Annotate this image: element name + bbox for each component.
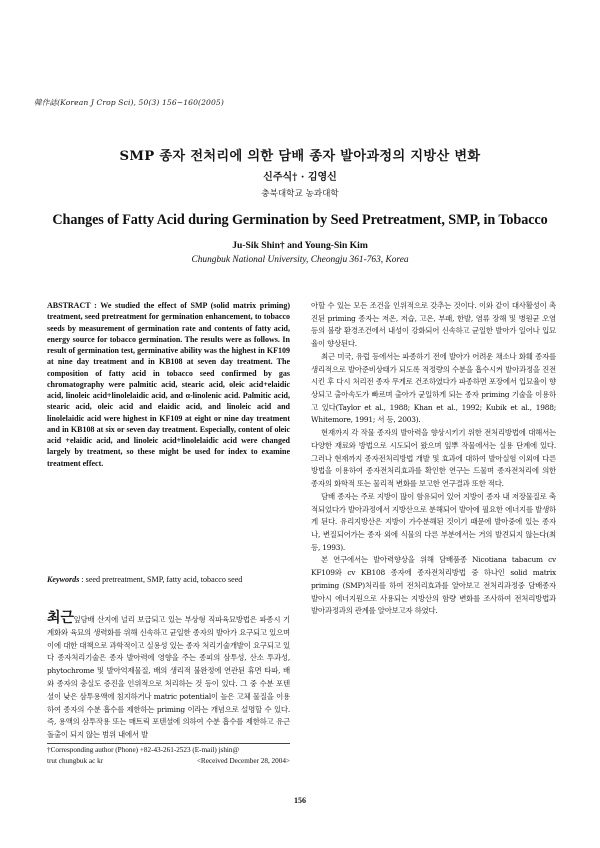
korean-title: SMP 종자 전처리에 의한 담배 종자 발아과정의 지방산 변화 bbox=[119, 149, 481, 164]
journal-citation: 韓作誌(Korean J Crop Sci), 50(3) 156~160(2005) bbox=[34, 98, 224, 107]
paragraph: 최근 미국, 유럽 등에서는 파종하기 전에 발아가 어려운 채소나 화훼 종자를 생리적으로 발아준비상태가 되도록 적정량의 수분을 흡수시켜 발아과정을 진전시킨 후 다시 처리전 종자 무게로 건조하였다가 파종하면 포장에서 입묘율이 향상되고 출아속도가 빠르며 출아가 균일하게 되는 종자 priming 기술을 이용하고 있다(Taylor et al., 1988; Khan et al., 1992; Kubik et al., 1988; Whitemore, 1991; 서 등, 2003). bbox=[311, 351, 556, 425]
intro-text: 잎담배 산지에 널리 보급되고 있는 부상형 직파육묘방법은 파종시 기계화와 육묘의 생력화를 위해 신속하고 균일한 종자의 발아가 요구되고 있으며 이에 대한 대책으로 과학적이고 실용성 있는 종자 처리기술개발이 요구되고 있다 종자처리기술은 종자 발아력에 영향을 주는 종피의 삼투성, 산소 투과성, phytochrome 및 발아억제물질, 배의 생리적 불완정에 연관된 휴면 타파, 배와 종자의 충실도 증진을 인위적으로 처리하는 것 등이 있다. 그 중 수분 포텐셜이 낮은 삼투용액에 침지하거나 matric potential이 높은 고체 물질을 이용하여 종자의 수분 흡수를 제한하는 priming 이라는 개념으로 설명할 수 있다. 즉, 용액의 삼투작용 또는 매트릭 포텐셜에 의하여 수분 흡수를 제한하고 유근 돌출이 되지 않는 범위 내에서 발 bbox=[47, 615, 290, 740]
english-title: Changes of Fatty Acid during Germination by Seed Pretreatment, SMP, in Tobacco bbox=[52, 212, 548, 228]
english-authors: Ju-Sik Shin† and Young-Sin Kim bbox=[232, 240, 368, 251]
paragraph: 담배 종자는 주로 지방이 많이 함유되어 있어 지방이 종자 내 저장물질로 축적되었다가 발아과정에서 지방산으로 분해되어 발아에 필요한 에너지를 발생하게 된다. 유리지방산은 지방이 가수분해된 것이기 때문에 발아중에 있는 종자나, 변질되어가는 종자 외에 식물의 다른 부분에서는 거의 발견되지 않는다(최 등, 1993). bbox=[311, 491, 556, 552]
paragraph: 현재까지 각 작물 종자의 발아력을 향상시키기 위한 전처리방법에 대해서는 다양한 재료와 방법으로 시도되어 왔으며 잎뿌 작물에서는 실용 단계에 있다. 그러나 현재까지 종자전처리방법 개발 및 효과에 대하여 발아실험 이외에 다른 방법을 이용하여 종자전처리효과를 확인한 연구는 드물며 종자전처리에 의한 종자의 화학적 또는 물리적 변화를 보고한 연구결과 또한 적다. bbox=[311, 428, 556, 489]
abstract: ABSTRACT : We studied the effect of SMP (solid matrix priming) treatment, seed pretreatment for germination enhancement, to tobacco seeds by measurement of germination rate and contents of fatty acid, energy source for tobacco germination. The results were as follows. In result of germination test, germinative ability was the highest in KF109 at nine day treatment and in KB108 at seven day treatment. The composition of fatty acid in tobacco seed confirmed by gas chromatography were palmitic acid, stearic acid, oleic acid+elaidic acid, linoleic acid+linolelaidic acid, and α-linolenic acid. Palmitic acid, stearic acid, oleic acid and elaidic acid, and linoleic acid and linolelaidic acid were highest in KF109 at eight or nine day treatment and in KB108 at six or seven day treatment. Especially, content of oleic acid +elaidic acid, and linoleic acid+linolelaidic acid were changed largely by treatment, so these might be used for index to examine treatment effect. bbox=[47, 301, 290, 468]
introduction-right-column bbox=[311, 300, 556, 618]
keywords-text: : seed pretreatment, SMP, fatty acid, tobacco seed bbox=[81, 575, 243, 584]
paragraph: 본 연구에서는 발아력향상을 위해 담배품종 Nicotiana tabacum cv KF109와 cv KB108 종자에 종자전처리방법 중 하나인 solid matrix priming (SMP)처리를 하여 전처리효과를 알아보고 전처리과정중 담배종자 발아시 에너지원으로 사용되는 지방산의 함량 변화를 조사하여 전처리방법과 발아과정과의 관계를 알아보고자 하였다. bbox=[311, 555, 556, 616]
footnote bbox=[47, 745, 290, 766]
paragraph: 아할 수 있는 모든 조건을 인위적으로 갖추는 것이다. 이와 같이 대사활성이 촉진된 priming 종자는 저온, 저습, 고온, 부패, 한발, 염류 장해 및 병원균 오염 등의 불량 환경조건에서 내성이 강화되어 신속하고 균일한 발아가 일어나 입묘율이 향상된다. bbox=[311, 301, 556, 349]
korean-affiliation: 충북대학교 농과대학 bbox=[261, 189, 339, 199]
intro-dropcap: 최근 bbox=[47, 610, 74, 626]
keywords-label: Keywords bbox=[47, 575, 80, 584]
korean-authors: 신주식† · 김영신 bbox=[263, 172, 337, 183]
keywords bbox=[47, 575, 290, 584]
email-continuation: trut chungbuk ac kr bbox=[47, 756, 104, 765]
received-date: <Received December 28, 2004> bbox=[196, 756, 290, 765]
footnote-divider bbox=[47, 743, 290, 744]
introduction-left-column bbox=[47, 610, 290, 742]
corresponding-author: †Corresponding author (Phone) +82-43-261-2523 (E-mail) jshin@ bbox=[47, 746, 240, 754]
page-number: 156 bbox=[294, 796, 306, 805]
english-affiliation: Chungbuk National University, Cheongju 361-763, Korea bbox=[191, 255, 409, 265]
